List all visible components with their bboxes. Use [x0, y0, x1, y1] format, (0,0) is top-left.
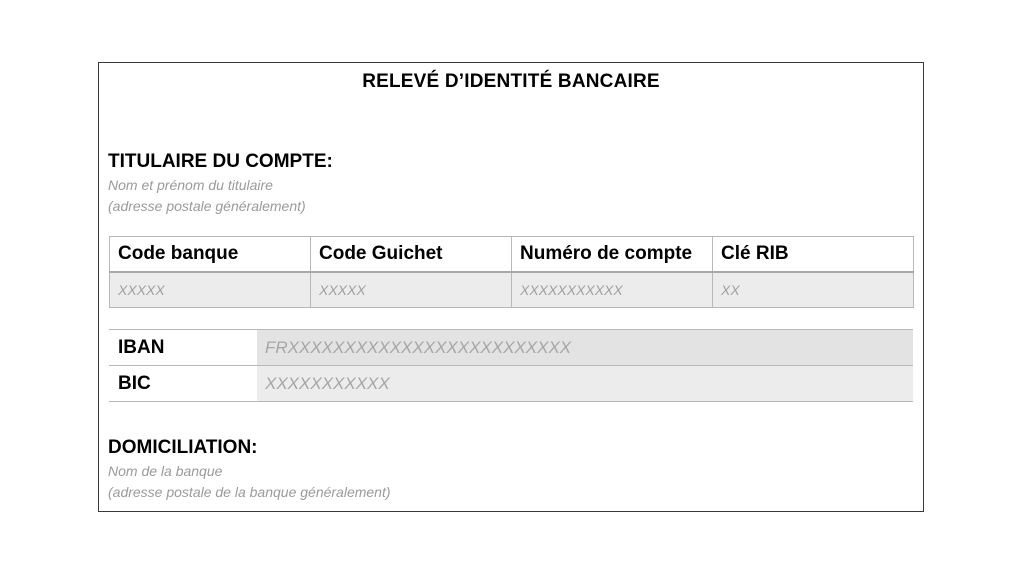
value-code-guichet: XXXXX: [311, 272, 512, 308]
rib-header-row: [110, 237, 914, 273]
value-numero-compte: XXXXXXXXXXX: [512, 272, 713, 308]
rib-value-row: [110, 272, 914, 308]
iban-label: IBAN: [109, 330, 257, 366]
value-cle-rib: XX: [713, 272, 914, 308]
bic-row: [109, 366, 913, 402]
bank-address-placeholder: (adresse postale de la banque généralement): [108, 484, 391, 500]
iban-value: FRXXXXXXXXXXXXXXXXXXXXXXXXX: [257, 330, 913, 366]
rib-document: [98, 62, 924, 512]
holder-heading: TITULAIRE DU COMPTE:: [108, 151, 333, 172]
document-title: RELEVÉ D’IDENTITÉ BANCAIRE: [362, 71, 660, 92]
holder-name-placeholder: Nom et prénom du titulaire: [108, 177, 273, 193]
rib-codes-table: [109, 236, 914, 308]
holder-address-placeholder: (adresse postale généralement): [108, 198, 306, 214]
domiciliation-heading: DOMICILIATION:: [108, 437, 258, 458]
bank-name-placeholder: Nom de la banque: [108, 463, 223, 479]
bic-label: BIC: [109, 366, 257, 402]
value-code-banque: XXXXX: [110, 272, 311, 308]
header-cle-rib: Clé RIB: [713, 237, 914, 273]
header-code-guichet: Code Guichet: [311, 237, 512, 273]
bic-value: XXXXXXXXXXX: [257, 366, 913, 402]
iban-bic-table: [109, 329, 913, 402]
header-numero-compte: Numéro de compte: [512, 237, 713, 273]
iban-row: [109, 330, 913, 366]
header-code-banque: Code banque: [110, 237, 311, 273]
